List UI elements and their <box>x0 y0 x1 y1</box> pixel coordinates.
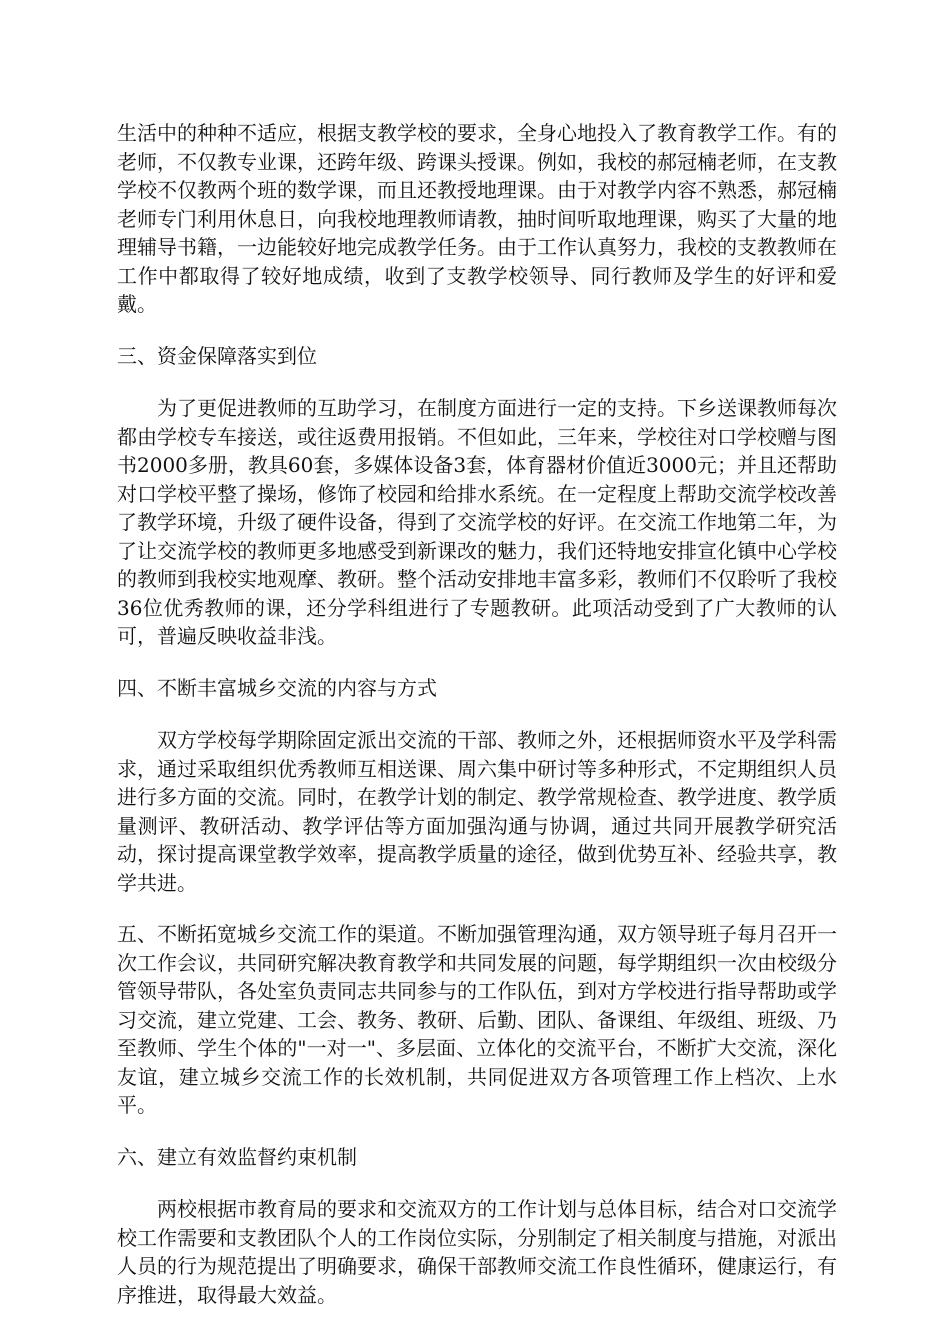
paragraph-funding: 为了更促进教师的互助学习，在制度方面进行一定的支持。下乡送课教师每次都由学校专车接送，或往返费用报销。不但如此，三年来，学校往对口学校赠与图书2000多册，教具60套，多媒体设备3套，体育器材价值近3000元；并且还帮助对口学校平整了操场，修饰了校园和给排水系统。在一定程度上帮助交流学校改善了教学环境，升级了硬件设备，得到了交流学校的好评。在交流工作地第二年，为了让交流学校的教师更多地感受到新课改的魅力，我们还特地安排宣化镇中心学校的教师到我校实地观摩、教研。整个活动安排地丰富多彩，教师们不仅聆听了我校36位优秀教师的课，还分学科组进行了专题教研。此项活动受到了广大教师的认可，普遍反映收益非浅。 <box>117 396 837 648</box>
heading-funding: 三、资金保障落实到位 <box>117 343 317 368</box>
paragraph-supervision: 两校根据市教育局的要求和交流双方的工作计划与总体目标，结合对口交流学校工作需要和支教团队个人的工作岗位实际，分别制定了相关制度与措施，对派出人员的行为规范提出了明确要求，确保干部教师交流工作良性循环，健康运行，有序推进，取得最大效益。 <box>117 1197 837 1307</box>
paragraph-teaching-work: 生活中的种种不适应，根据支教学校的要求，全身心地投入了教育教学工作。有的老师，不仅教专业课，还跨年级、跨课头授课。例如，我校的郝冠楠老师，在支教学校不仅教两个班的数学课，而且还教授地理课。由于对教学内容不熟悉，郝冠楠老师专门利用休息日，向我校地理教师请教，抽时间听取地理课，购买了大量的地理辅导书籍，一边能较好地完成教学任务。由于工作认真努力，我校的支教教师在工作中都取得了较好地成绩，收到了支教学校领导、同行教师及学生的好评和爱戴。 <box>117 121 837 316</box>
heading-exchange-content: 四、不断丰富城乡交流的内容与方式 <box>117 675 437 700</box>
paragraph-exchange-channels: 五、不断拓宽城乡交流工作的渠道。不断加强管理沟通，双方领导班子每月召开一次工作会议，共同研究解决教育教学和共同发展的问题，每学期组织一次由校级分管领导带队，各处室负责同志共同参与的工作队伍，到对方学校进行指导帮助或学习交流，建立党建、工会、教务、教研、后勤、团队、备课组、年级组、班级、乃至教师、学生个体的"一对一"、多层面、立体化的交流平台，不断扩大交流，深化友谊，建立城乡交流工作的长效机制，共同促进双方各项管理工作上档次、上水平。 <box>117 922 837 1117</box>
paragraph-exchange-content: 双方学校每学期除固定派出交流的干部、教师之外，还根据师资水平及学科需求，通过采取组织优秀教师互相送课、周六集中研讨等多种形式，不定期组织人员进行多方面的交流。同时，在教学计划的制定、教学常规检查、教学进度、教学质量测评、教研活动、教学评估等方面加强沟通与协调，通过共同开展教学研究活动，探讨提高课堂教学效率，提高教学质量的途径，做到优势互补、经验共享，教学共进。 <box>117 728 837 895</box>
document-body <box>117 119 837 1309</box>
heading-supervision: 六、建立有效监督约束机制 <box>117 1144 357 1169</box>
